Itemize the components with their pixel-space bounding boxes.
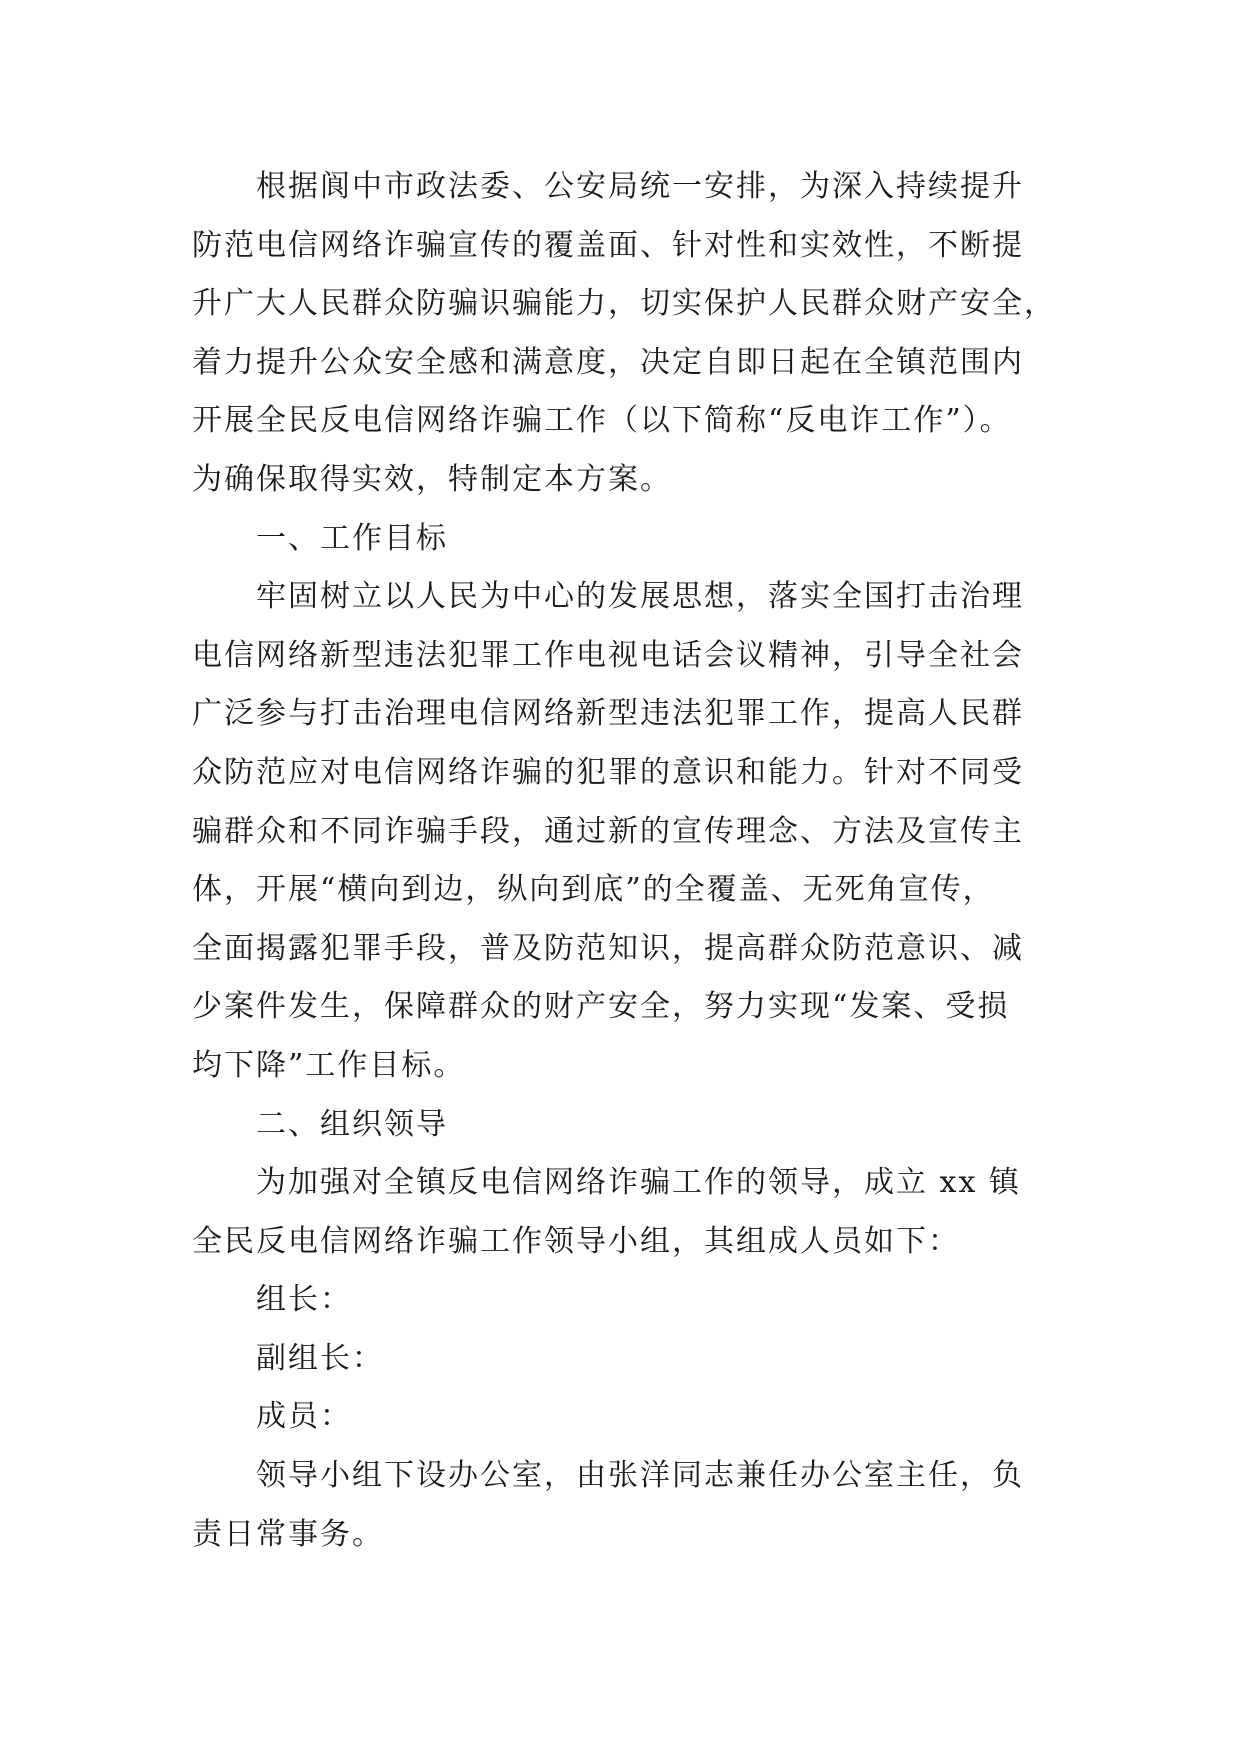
- list-item: 副组长：: [256, 1340, 384, 1376]
- paragraph-line: 体，开展“横向到边，纵向到底”的全覆盖、无死角宣传，: [192, 872, 995, 908]
- paragraph-line: 少案件发生，保障群众的财产安全，努力实现“发案、受损: [192, 989, 1010, 1025]
- paragraph-line: 电信网络新型违法犯罪工作电视电话会议精神，引导全社会: [192, 637, 1024, 673]
- paragraph-line: 均下降”工作目标。: [192, 1047, 466, 1083]
- paragraph-line: 升广大人民群众防骗识骗能力，切实保护人民群众财产安全，: [192, 286, 1056, 322]
- paragraph-line: 开展全民反电信网络诈骗工作（以下简称“反电诈工作”）。: [192, 403, 1012, 439]
- list-item: 组长：: [256, 1282, 352, 1318]
- document-body: [192, 158, 1092, 1564]
- paragraph-line: 骗群众和不同诈骗手段，通过新的宣传理念、方法及宣传主: [192, 813, 1024, 849]
- paragraph-line: 广泛参与打击治理电信网络新型违法犯罪工作，提高人民群: [192, 696, 1024, 732]
- list-item: 成员：: [256, 1399, 352, 1435]
- paragraph-line: 根据阆中市政法委、公安局统一安排，为深入持续提升: [256, 169, 1024, 204]
- paragraph-line: 牢固树立以人民为中心的发展思想，落实全国打击治理: [256, 579, 1024, 615]
- paragraph-line: 责日常事务。: [192, 1516, 384, 1552]
- paragraph-line: 众防范应对电信网络诈骗的犯罪的意识和能力。针对不同受: [192, 754, 1024, 790]
- paragraph-line: 为确保取得实效，特制定本方案。: [192, 461, 672, 497]
- paragraph-line: 全民反电信网络诈骗工作领导小组，其组成人员如下：: [192, 1223, 960, 1259]
- section-heading: 二、组织领导: [256, 1106, 448, 1142]
- paragraph-line: 着力提升公众安全感和满意度，决定自即日起在全镇范围内: [192, 344, 1024, 380]
- paragraph-line: 全面揭露犯罪手段，普及防范知识，提高群众防范意识、减: [192, 930, 1024, 966]
- paragraph-line: 为加强对全镇反电信网络诈骗工作的领导，成立 xx 镇: [256, 1165, 1021, 1201]
- paragraph-line: 领导小组下设办公室，由张洋同志兼任办公室主任，负: [256, 1458, 1024, 1494]
- section-heading: 一、工作目标: [256, 520, 448, 556]
- paragraph-line: 防范电信网络诈骗宣传的覆盖面、针对性和实效性，不断提: [192, 227, 1024, 263]
